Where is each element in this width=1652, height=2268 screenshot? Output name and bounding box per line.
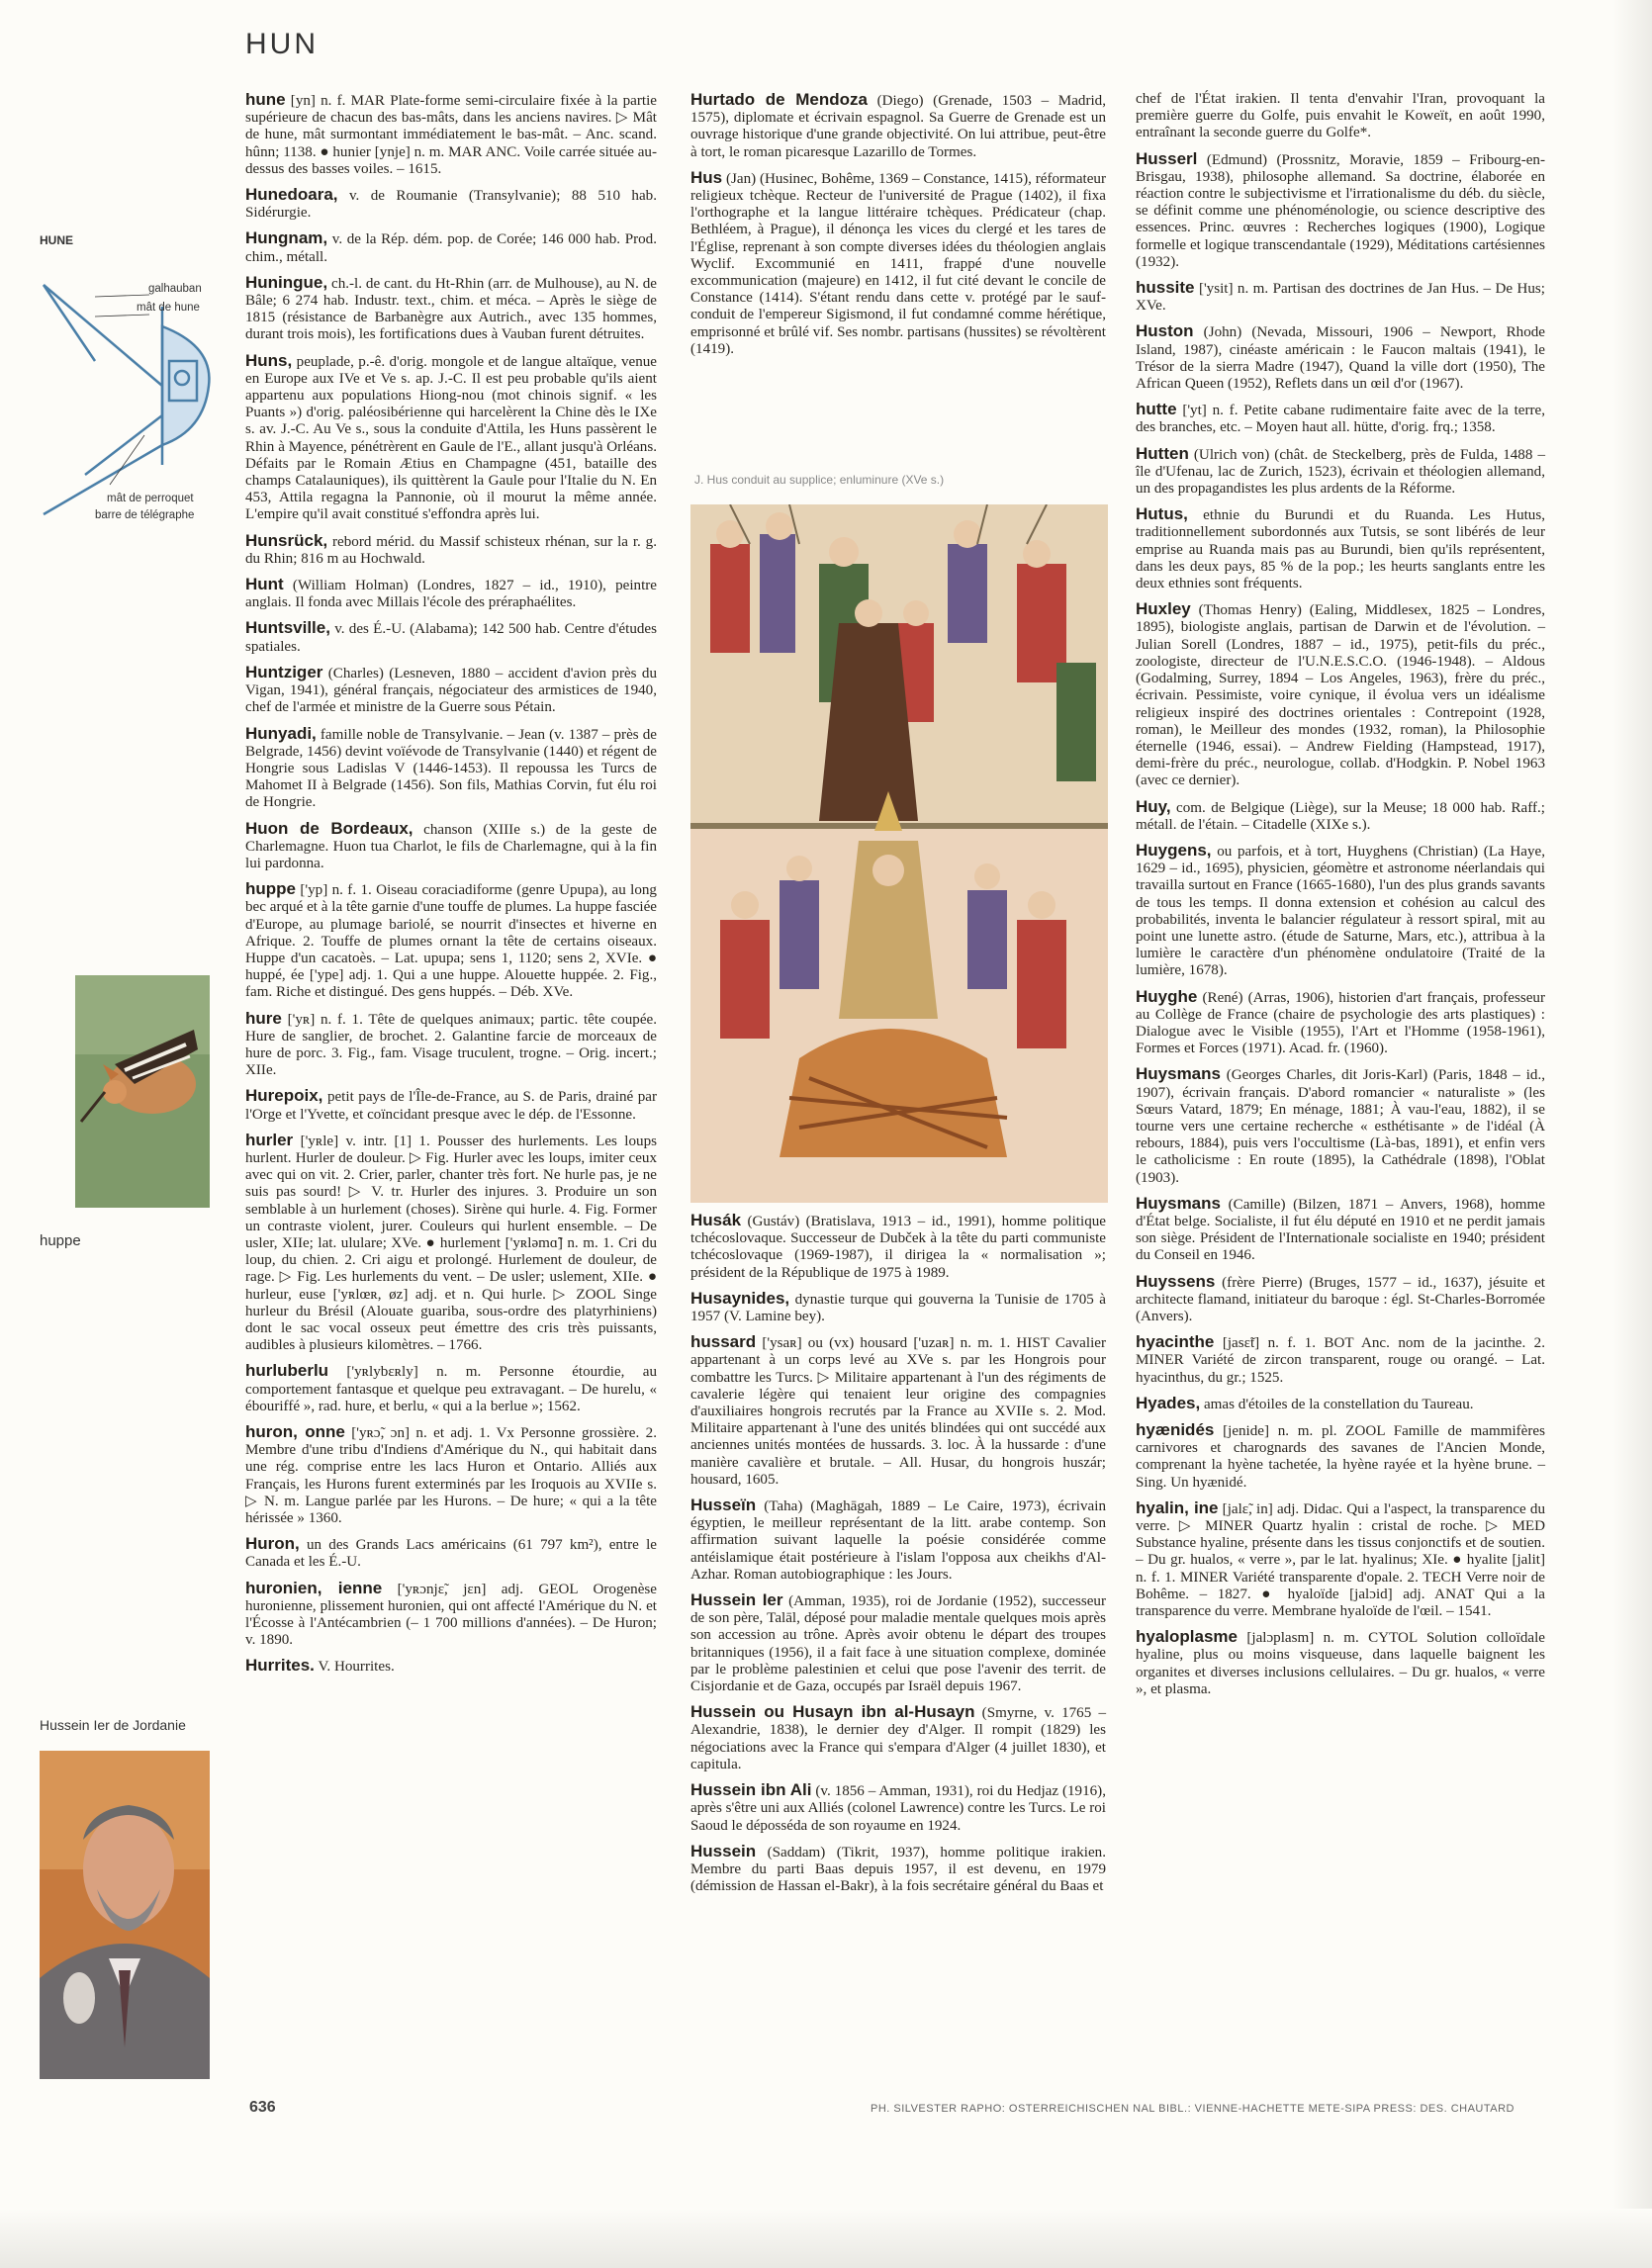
headword: Huxley	[1136, 599, 1191, 619]
definition: V. Hourrites.	[318, 1659, 395, 1676]
headword: Huysmans	[1136, 1064, 1221, 1084]
hussein-caption: Hussein Ier de Jordanie	[40, 1717, 186, 1733]
headword: Hunedoara,	[245, 185, 338, 205]
headword: Husaynides,	[690, 1288, 790, 1308]
headword: Huyssens	[1136, 1271, 1216, 1291]
headword: Hurrites.	[245, 1656, 315, 1676]
headword: hyænidés	[1136, 1420, 1215, 1440]
headword: Huntziger	[245, 662, 323, 681]
page-number: 636	[249, 2099, 276, 2116]
photo-credits: PH. SILVESTER RAPHO: OSTERREICHISCHEN NAL BIBL.: VIENNE-HACHETTE METE-SIPA PRESS: DES. CHAUTARD	[871, 2103, 1514, 2115]
headword: Husseïn	[690, 1496, 757, 1515]
headword: hutte	[1136, 400, 1177, 419]
entry-hussard	[690, 1333, 1106, 1489]
definition: un des Grands Lacs américains (61 797 km²), entre le Canada et les É.-U.	[245, 1537, 657, 1571]
entry-hurrites	[245, 1657, 657, 1676]
hune-title: HUNE	[40, 233, 74, 247]
definition: v. des É.-U. (Alabama); 142 500 hab. Centre d'études spatiales.	[245, 621, 657, 655]
definition: ['yʀ] n. f. 1. Tête de quelques animaux; partic. tête coupée. Hure de sanglier, de brochet. 2. Galantine farcie de morceaux de hure de porc. 3. Fig., fam. Visage truculent, trogne. – Orig. incert.; XIIe.	[245, 1011, 657, 1079]
entry-huy	[1136, 798, 1545, 834]
headword: hussard	[690, 1332, 757, 1352]
definition: rebord mérid. du Massif schisteux rhénan, sur la r. g. du Rhin; 816 m au Hochwald.	[245, 533, 658, 567]
definition: (Smyrne, v. 1765 – Alexandrie, 1838), le dernier dey d'Alger. Il rompit (1829) les négociations avec la France qui s'empara d'Alger (4 juillet 1830), et capitula.	[690, 1705, 1106, 1772]
definition: (René) (Arras, 1906), historien d'art français, professeur au Collège de France (chaire de psychologie des arts plastiques) : Dialogue avec le Visible (1955), l'Art et l'Homme (1958-1961), Formes et Forces (1971). Acad. fr. (1960).	[1136, 989, 1545, 1057]
entry-husserl	[1136, 150, 1545, 271]
entry-huppe	[245, 880, 657, 1001]
definition: ['yʀle] v. intr. [1] 1. Pousser des hurlements. Les loups hurlent. Hurler de douleur. ▷ Fig. Hurler avec les loups, imiter ceux avec qui on vit. 2. Crier, parler, chanter très fort. Ne hurle pas, je ne suis pas sourd! ▷ V. tr. Hurler des injures. 3. Produire un son semblable à un hurlement (choses). Sirène qui hurle. 4. Fig. Former un contraste violent, jurer. Couleurs qui hurlent ensemble. – De usler, XIIe; lat. ululare; XVe. ● hurlement ['yʀləmɑ̃] n. m. 1. Cri du loup, du chien. 2. Cri aigu et prolongé. Hurlement de douleur, de rage. ▷ Fig. Les hurlements du vent. – De usler; uslement, XIIe. ● hurleur, euse ['yʀlœʀ, øz] adj. et n. Qui hurle. ▷ ZOOL Singe hurleur du Brésil (Alouate guariba, sous-ordre des platyrhiniens) dont le sac vocal osseux peut émettre des cris très puissants, audibles à plusieurs kilomètres. – 1766.	[245, 1133, 657, 1354]
entry-husak	[690, 1212, 1106, 1282]
huppe-caption: huppe	[40, 1232, 81, 1249]
headword: Hungnam,	[245, 228, 328, 248]
definition: (Gustáv) (Bratislava, 1913 – id., 1991), homme politique tchécoslovaque. Successeur de Dubček à la tête du parti communiste tchécoslovaque (1969-1987), il dirigea la « normalisation »; président de la République de 1975 à 1989.	[690, 1214, 1106, 1281]
definition: com. de Belgique (Liège), sur la Meuse; 18 000 hab. Raff.; métall. de l'étain. – Citadelle (XIXe s.).	[1136, 799, 1545, 833]
entry-huronien	[245, 1580, 657, 1650]
entry-hussein-taha	[690, 1497, 1106, 1584]
definition: (v. 1856 – Amman, 1931), roi du Hedjaz (1916), après s'être uni aux Alliés (colonel Lawrence) contre les Turcs. Le roi Saoud le déposséda de son royaume en 1924.	[690, 1783, 1106, 1834]
entry-huyssens	[1136, 1273, 1545, 1326]
headword: Hunyadi,	[245, 723, 317, 743]
entry-huon	[245, 820, 657, 873]
definition: chanson (XIIIe s.) de la geste de Charlemagne. Huon tua Charlot, le fils de Charlemagne, qui à la fin lui pardonna.	[245, 821, 657, 871]
definition: (Charles) (Lesneven, 1880 – accident d'avion près du Vigan, 1941), général français, négociateur des armistices de 1940, chef de l'armée et ministre de la Guerre sous Pétain.	[245, 665, 657, 716]
entry-hussite	[1136, 279, 1545, 315]
definition: ['yt] n. f. Petite cabane rudimentaire faite avec de la terre, des branches, etc. – Moyen haut all. hütte, d'orig. frq.; 1358.	[1136, 403, 1545, 436]
column-2-bottom	[690, 1212, 1106, 1903]
entry-hussein-ibn-al-husayn	[690, 1703, 1106, 1773]
headword: Hurtado de Mendoza	[690, 90, 868, 109]
definition: (William Holman) (Londres, 1827 – id., 1910), peintre anglais. Il fonda avec Millais l'école des préraphaélites.	[245, 578, 657, 611]
galhauban-line	[44, 285, 162, 386]
headword: Huntsville,	[245, 618, 330, 638]
hune-label-barre-de-telegraphe: barre de télégraphe	[95, 509, 195, 521]
entry-huston	[1136, 322, 1545, 393]
headword: huppe	[245, 879, 296, 899]
definition: ethnie du Burundi et du Ruanda. Les Hutus, traditionnellement subordonnés aux Tutsis, se sont libérés de leur emprise au Ruanda mais pas au Burundi, bien qu'ils représentent, dans les deux pays, 85 % de la pop.; les heurts sanglants entre les deux ethnies sont fréquents.	[1136, 507, 1546, 592]
definition: petit pays de l'Île-de-France, au S. de Paris, drainé par l'Orge et l'Yvette, et coïncidant presque avec le dép. de l'Essonne.	[245, 1089, 657, 1123]
headword: hyacinthe	[1136, 1332, 1215, 1352]
definition: ['yʀɔ̃, ɔn] n. et adj. 1. Vx Personne grossière. 2. Membre d'une tribu d'Indiens d'Amérique du N., qui habitait dans une rég. comprise entre les lacs Huron et Ontario. Alliés aux Français, les Hurons furent exterminés par les Iroquois au XVIIe s. ▷ N. m. Langue parlée par les Hurons. – De hure; « qui a la tête hérissée » 1360.	[245, 1425, 657, 1527]
headword: hure	[245, 1008, 282, 1028]
headword: hyalin, ine	[1136, 1497, 1219, 1517]
entry-huysmans-jk	[1136, 1065, 1545, 1186]
entry-hussein-saddam	[690, 1843, 1106, 1896]
entry-hutten	[1136, 445, 1545, 499]
headword: Hunsrück,	[245, 530, 328, 550]
headword: hune	[245, 90, 286, 109]
entry-huyghe	[1136, 988, 1545, 1058]
entry-saddam-continued	[1136, 91, 1545, 142]
definition: (Edmund) (Prossnitz, Moravie, 1859 – Fribourg-en-Brisgau, 1938), philosophe allemand. Sa doctrine, élaborée en réaction contre le subjectivisme et l'irrationalisme du déb. du siècle, se définit comme une phénoménologie, ou science descriptive des essences. Princ. œuvres : Recherches logiques (1900), Logique formelle et logique transcendantale (1929), Méditations cartésiennes (1932).	[1136, 151, 1545, 270]
headword: Huningue,	[245, 272, 328, 292]
entry-hyaloplasme	[1136, 1628, 1545, 1698]
definition: dynastie turque qui gouverna la Tunisie de 1705 à 1957 (V. Lamine bey).	[690, 1291, 1106, 1325]
entry-hutus	[1136, 505, 1545, 592]
entry-hungnam	[245, 229, 657, 265]
definition: (Thomas Henry) (Ealing, Middlesex, 1825 – Londres, 1895), biologiste anglais, partisan de Darwin et de l'évolution. – Julian Sorell (Londres, 1887 – id., 1975), petit-fils du préc., zoologiste, directeur de l'U.N.E.S.C.O. (1946-1948). – Aldous (Godalming, Surrey, 1894 – Los Angeles, 1963), frère du préc., écrivain. Pessimiste, voire cynique, il évolua vers un idéalisme religieux inspiré des doctrines orientales : Contrepoint (1928, roman), le Meilleur des mondes (1932, roman), la Philosophie éternelle (1946, essai). – Andrew Fielding (Hampstead, 1917), demi-frère du préc., neurologue, collab. d'Hodgkin. P. Nobel 1963 (avec ce dernier).	[1136, 602, 1545, 789]
hune-label-mat-de-perroquet: mât de perroquet	[107, 493, 194, 504]
headword: Huysmans	[1136, 1193, 1221, 1213]
headword: hyaloplasme	[1136, 1627, 1238, 1647]
page-edge-shadow-bottom	[0, 2209, 1652, 2268]
entry-huns	[245, 352, 657, 524]
definition: v. de la Rép. dém. pop. de Corée; 146 000 hab. Prod. chim., métall.	[245, 231, 657, 265]
entry-hussein-ier	[690, 1591, 1106, 1695]
entry-hure	[245, 1010, 657, 1080]
entry-hutte	[1136, 401, 1545, 436]
column-3	[1136, 91, 1545, 1706]
headword: hussite	[1136, 278, 1195, 298]
headword: hurluberlu	[245, 1361, 329, 1381]
definition: [yn] n. f. MAR Plate-forme semi-circulaire fixée à la partie supérieure de chacun des bas-mâts, dans les anciens navires. ▷ Mât de hune, mât surmontant immédiatement le bas-mât. – Anc. scand. hûnn; 1138. ● hunier [ynje] n. m. MAR ANC. Voile carrée située au-dessus des basses voiles. – 1615.	[245, 93, 657, 177]
entry-hus	[690, 169, 1106, 358]
definition: chef de l'État irakien. Il tenta d'envahir l'Iran, provoquant la première guerre du Golfe, puis envahit le Koweït, en août 1990, entraînant la seconde guerre du Golfe*.	[1136, 91, 1545, 141]
definition: [jenide] n. m. pl. ZOOL Famille de mammifères carnivores et charognards des savanes de l'Ancien Monde, comprenant la hyène tachetée, la hyène rayée et la hyène brune. – Sing. Un hyænidé.	[1136, 1423, 1545, 1491]
hus-illumination	[690, 504, 1108, 1203]
definition: (Camille) (Bilzen, 1871 – Anvers, 1968), homme d'État belge. Socialiste, il fut élu député en 1910 et ne perdit jamais son siège. Président de l'Internationale socialiste en 1940; président du Conseil en 1946.	[1136, 1196, 1545, 1264]
definition: ['ysit] n. m. Partisan des doctrines de Jan Hus. – De Hus; XVe.	[1136, 281, 1545, 315]
definition: [jasɛ̃t] n. f. 1. BOT Anc. nom de la jacinthe. 2. MINER Variété de zircon transparent, rouge ou orangé. – Lat. hyacinthus, du gr.; 1525.	[1136, 1335, 1545, 1386]
headword: Hussein ibn Ali	[690, 1780, 812, 1800]
illustration-caption: J. Hus conduit au supplice; enluminure (XVe s.)	[694, 473, 945, 487]
entry-huysmans-camille	[1136, 1195, 1545, 1265]
entry-hyaenides	[1136, 1421, 1545, 1492]
definition: [jalɔplasm] n. m. CYTOL Solution colloïdale hyaline, plus ou moins visqueuse, dans laquelle baignent les organites et diverses inclusions cellulaires. – Du gr. hualos, « verre », et plasma.	[1136, 1630, 1545, 1697]
definition: famille noble de Transylvanie. – Jean (v. 1387 – près de Belgrade, 1456) devint voïévode de Transylvanie (1440) et régent de Hongrie sous Ladislas V (1446-1453). Il repoussa les Turcs de Mahomet II à Belgrade (1456). Son fils, Mathias Corvin, fut élu roi de Hongrie.	[245, 726, 657, 811]
headword: Huron,	[245, 1534, 300, 1554]
column-2-top	[690, 91, 1106, 366]
headword: Huy,	[1136, 796, 1171, 816]
definition: (Jan) (Husinec, Bohême, 1369 – Constance, 1415), réformateur religieux tchèque. Recteur de l'université de Prague (1402), il fixa l'orthographe et la langue littéraire tchèques. Prédicateur (chap. Bethléem, à Prague), il dénonça les vices du clergé et les tares de l'Église, reprenant à son compte diverses idées du théologien anglais Wyclif. Excommunié en 1411, frappé d'une nouvelle excommunication (majeure) en 1412, il fut cité devant le concile de Constance (1414). S'étant rendu dans cette v. protégé par le sauf-conduit de l'empereur Sigismond, il fut condamné comme hérétique, emprisonné et brûlé vif. Ses nombr. partisans (hussites) se révoltèrent (1419).	[690, 170, 1106, 357]
headword: Huygens,	[1136, 840, 1212, 860]
entry-hurler	[245, 1132, 657, 1355]
headword: huron, onne	[245, 1422, 345, 1442]
entry-hurtado	[690, 91, 1106, 161]
definition: (frère Pierre) (Bruges, 1577 – id., 1637), jésuite et architecte flamand, initiateur du baroque : égl. St-Charles-Borromée (Anvers).	[1136, 1274, 1545, 1324]
definition: ['yp] n. f. 1. Oiseau coraciadiforme (genre Upupa), au long bec arqué et à la tête garnie d'une touffe de plumes. La huppe fasciée d'Europe, au plumage bariolé, se nourrit d'insectes et hiverne en Afrique. 2. Touffe de plumes ornant la tête de certains oiseaux. Huppe d'un cacatoès. – Lat. upupa; sens 1, 1120; sens 2, XVIe. ● huppé, ée ['ype] adj. 1. Qui a une huppe. Alouette huppée. 2. Fig., fam. Riche et distingué. Des gens huppés. – Déb. XVe.	[245, 882, 657, 1001]
headword: hurler	[245, 1130, 294, 1149]
definition: (Saddam) (Tikrit, 1937), homme politique irakien. Membre du parti Baas depuis 1957, il est devenu, en 1979 (démission de Hassan el-Bakr), à la fois secrétaire général du Baas et	[690, 1844, 1106, 1895]
headword: Hutten	[1136, 443, 1189, 463]
entry-hunedoara	[245, 186, 657, 222]
headword: Husserl	[1136, 148, 1198, 168]
headword: Hunt	[245, 575, 284, 594]
entry-hunt	[245, 576, 657, 611]
headword: huronien, ienne	[245, 1578, 383, 1597]
definition: ['ysaʀ] ou (vx) housard ['uzaʀ] n. m. 1. HIST Cavalier appartenant à un corps levé au XVe s. par les Hongrois pour combattre les Turcs. ▷ Militaire appartenant à l'un des régiments de cavalerie légère qui tenaient leur origine des compagnies d'auxiliaires hongrois recrutés par la France au XVIIe s. 2. Mod. Militaire appartenant à l'une des unités blindées qui ont succédé aux anciennes unités montées de hussards. 3. loc. À la hussarde : d'une manière cavalière et brutale. – All. Husar, du hongrois huszár; housard, 1605.	[690, 1335, 1106, 1488]
entry-huron-onne	[245, 1423, 657, 1527]
entry-husaynides	[690, 1290, 1106, 1325]
definition: (John) (Nevada, Missouri, 1906 – Newport, Rhode Island, 1987), cinéaste américain : le Faucon maltais (1941), le Trésor de la sierra Madre (1947), Quand la ville dort (1950), The African Queen (1952), Reflets dans un œil d'or (1967).	[1136, 324, 1545, 393]
entry-hyalin	[1136, 1499, 1545, 1620]
entry-huntsville	[245, 619, 657, 655]
entry-hussein-ibn-ali	[690, 1781, 1106, 1835]
headword: Huyghe	[1136, 986, 1198, 1006]
entry-huningue	[245, 274, 657, 344]
definition: ou parfois, et à tort, Huyghens (Christian) (La Haye, 1629 – id., 1695), physicien, géomètre et astronome néerlandais qui travailla surtout en France (1665-1680), l'un des plus grands savants de tous les temps. Il donna extension et cohésion au calcul des probabilités, inventa le balancier régulateur à ressort spiral, mit au point une lunette astro. (étude de Saturne, Mars, etc.), attribua à la lumière le caractère d'un phénomène ondulatoire (Traité de la lumière, 1678).	[1136, 843, 1545, 979]
definition: amas d'étoiles de la constellation du Taureau.	[1203, 1396, 1474, 1412]
headword: Hussein Ier	[690, 1590, 783, 1610]
definition: ['yʀɔnjɛ̃, jɛn] adj. GEOL Orogenèse huronienne, plissement huronien, qui ont affecté l'Amérique du N. et l'Écosse à l'Antécambrien (– 1 700 millions d'années). – De Huron; v. 1890.	[245, 1581, 658, 1649]
definition: (Diego) (Grenade, 1503 – Madrid, 1575), diplomate et écrivain espagnol. Sa Guerre de Grenade est un ouvrage historique d'une grande objectivité. On lui attribue, peut-être à tort, le roman picaresque Lazarillo de Tormes.	[690, 93, 1106, 160]
entry-huntziger	[245, 664, 657, 717]
headword: Husák	[690, 1211, 742, 1229]
entry-hyacinthe	[1136, 1333, 1545, 1387]
entry-hurluberlu	[245, 1362, 657, 1415]
headword: Huns,	[245, 350, 293, 370]
definition: (Amman, 1935), roi de Jordanie (1952), successeur de son père, Talāl, déposé pour maladie mentale quelques mois après son accession au trône. Après avoir obtenu le départ des troupes britanniques (1956), il a fait face à une situation complexe, dominée par le problème palestinien et celui que pose l'avenir des territ. de Cisjordanie et de Gaza, occupés par Israël depuis 1967.	[690, 1593, 1106, 1695]
entry-hunyadi	[245, 725, 657, 812]
hune-label-galhauban: galhauban	[148, 283, 202, 295]
entry-hurepoix	[245, 1087, 657, 1123]
definition: (Taha) (Maghāgah, 1889 – Le Caire, 1973), écrivain égyptien, le meilleur représentant de la litt. arabe contemp. Son affirmation suivant laquelle la poésie considérée comme antéislamique était postérieure à l'islam l'opposa aux cheikhs d'Al-Azhar. Roman autobiographique : les Jours.	[690, 1498, 1106, 1583]
hussein-portrait	[40, 1751, 210, 2079]
page-header-title: HUN	[245, 28, 319, 60]
definition: peuplade, p.-ê. d'orig. mongole et de langue altaïque, venue en Europe aux IVe et Ve s. ap. J.-C. Il est peu probable qu'ils aient appartenu aux populations Hiong-nou (mot chinois signif. « les Puants ») d'orig. paléosibérienne qui harcelèrent la Chine dès le IXe s. av. J.-C. Au Ve s., sous la conduite d'Attila, les Huns passèrent le Rhin à Mayence, pénétrèrent en Gaule de l'E., allant jusqu'à Orléans. Défaits par le Romain Ætius en Champagne (451, bataille des champs Catalauniques), ils quittèrent la Gaule pour l'Italie du N. En 453, Attila regagna la Pannonie, où il mourut la même année. L'empire qu'il avait constitué s'effondra après lui.	[245, 353, 658, 523]
headword: Hurepoix,	[245, 1086, 323, 1106]
headword: Huon de Bordeaux,	[245, 818, 413, 838]
definition: (Ulrich von) (chât. de Steckelberg, près de Fulda, 1488 – île d'Ufenau, lac de Zurich, 1523), écrivain et théologien allemand, un des propagandistes les plus ardents de la Réforme.	[1136, 446, 1545, 498]
definition: (Georges Charles, dit Joris-Karl) (Paris, 1848 – id., 1907), écrivain français. D'abord romancier « naturaliste » (les Sœurs Vatard, 1879; En ménage, 1881; À vau-l'eau, 1882), il se tourne vers une certaine recherche « esthétisante » de l'idéal (À rebours, 1884), puis vers l'occultisme (Là-bas, 1891), et enfin vers le catholicisme : En route (1895), la Cathédrale (1898), l'Oblat (1903).	[1136, 1067, 1545, 1186]
hune-label-mat-de-hune: mât de hune	[137, 302, 200, 314]
entry-hyades	[1136, 1395, 1545, 1413]
entry-huygens	[1136, 842, 1545, 980]
page-edge-shadow-right	[1612, 0, 1652, 2268]
entry-huron-lake	[245, 1535, 657, 1571]
headword: Hyades,	[1136, 1393, 1201, 1412]
entry-huxley	[1136, 600, 1545, 789]
entry-hune	[245, 91, 657, 178]
headword: Hussein ou Husayn ibn al-Husayn	[690, 1702, 975, 1722]
headword: Hus	[690, 167, 723, 187]
entry-hunsruck	[245, 532, 657, 568]
definition: ['yʀlybɛʀly] n. m. Personne étourdie, au comportement fantasque et quelque peu extravagant. – De hurelu, « ébouriffé », rad. hure, et berlu, « qui a la berlue »; 1562.	[245, 1364, 657, 1414]
headword: Hussein	[690, 1841, 757, 1860]
headword: Hutus,	[1136, 504, 1188, 524]
huppe-photo	[75, 975, 210, 1208]
column-1	[245, 91, 657, 1684]
definition: [jalɛ̃, in] adj. Didac. Qui a l'aspect, la transparence du verre. ▷ MINER Quartz hyalin : cristal de roche. ▷ MED Substance hyaline, présente dans les tissus conjonctifs et de soutien. – Du gr. hualos, « verre », par le lat. hyalinus; XIe. ● hyalite [jalit] n. f. 1. MINER Variété transparente d'opale. 2. TECH Verre noir de Bohême. – 1827. ● hyaloïde [jalɔid] adj. ANAT Qui a la transparence du verre. Membrane hyaloïde de l'œil. – 1541.	[1136, 1500, 1545, 1620]
headword: Huston	[1136, 321, 1194, 341]
definition: ch.-l. de cant. du Ht-Rhin (arr. de Mulhouse), au N. de Bâle; 6 274 hab. Industr. text., chim. et méca. – Après le siège de 1815 (résistance de Barbanègre aux Autrich., avec 135 hommes, durant trois mois), les fortifications dues à Vauban furent détruites.	[245, 275, 658, 343]
definition: v. de Roumanie (Transylvanie); 88 510 hab. Sidérurgie.	[245, 188, 657, 222]
